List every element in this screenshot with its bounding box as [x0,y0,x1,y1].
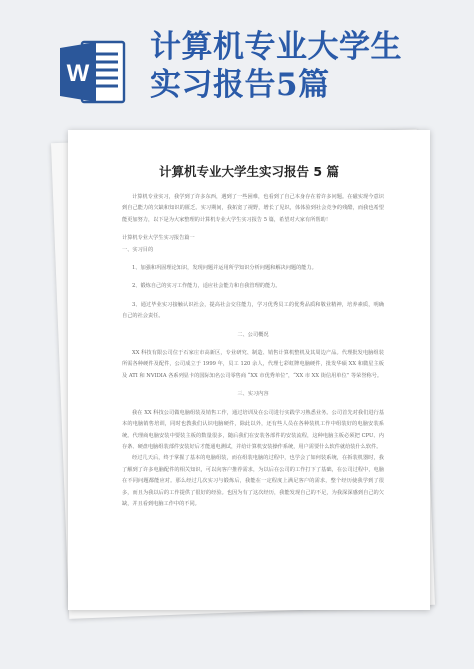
goal-item-1: 1、加强和巩固理论知识，发现问题并运用所学知识分析问题和解决问题的能力。 [132,265,317,272]
page-title [150,28,465,104]
document-title: 计算机专业大学生实习报告 5 篇 [159,164,339,179]
content-paragraph-2: 经过几天后，终于掌握了基本的电脑组装，而在组装电脑的过程中，也学会了如何装系统，在拆装机器时，我了解到了许多电脑配件的相关知识，可以向客户推荐需求，为以后在公司的工作打下了基础，在公司过程中，电脑在不同问题都能应对。那么经过几次实习与锻炼后，我能在一定程度上满足客户的需求，整个经历使我学到了很多，而且为我以后的工作提供了很好的经验。也因为有了这次经历，我能发现自己的不足，为我深深感到自己的欠缺，并且看到电脑工作中的不同。 [122,455,384,507]
word-icon-letter: W [66,60,90,87]
heading-company: 二、公司概况 [237,331,269,338]
header-banner [0,0,474,128]
heading-content: 三、实习内容 [237,391,269,398]
goal-item-2: 2、锻炼自己的实习工作能力，适应社会能力和自我管理的能力。 [132,283,281,290]
goal-item-3: 3、通过毕业实习接触认识社会，提高社会交往能力，学习优秀员工的优秀品质和敬业精神，培养素质，明确自己的社会责任。 [122,301,384,320]
heading-purpose: 一、实习目的 [122,246,154,253]
document-body [122,192,384,510]
section-title: 计算机专业大学生实习报告篇一 [122,235,195,242]
intro-paragraph: 计算机专业实习，我学到了许多东西，遇到了一些困难，也看到了自己本身存在着许多问题。在磁实现今意识到自己能力的欠缺和知识的匮乏。实习期间，我拓宽了视野，增长了见识，体体验到社会竞争的残酷，而我也希望能更加努力，以下是为大家整理的计算机专业大学生实习报告 5 篇，希望对大家有所帮助！ [122,194,384,223]
title-line-2: 实习报告5篇 [150,67,330,103]
company-paragraph: XX 科技有限公司位于石家庄市高新区，专业研究、制造、销售计算机整机及其周边产品。代理批发电脑组装所需各种硬件及配件，公司成立于 1999 年，员工 120 余人，代理七彩虹牌电脑硬件，批发华硕 XX 和微星主板及 ATI 和 NVIDIA 各系列显卡的国际知名公司零售商 “XX 市优秀单位”，“XX 市 XX 街信用单位” 等荣誉称号。 [122,350,384,379]
content-paragraph-1: 我在 XX 科技公司做电脑组装及销售工作，通过培训及在公司进行实践学习熟悉业务。公司首先对我们进行基本的电脑销售培训，同时也教我们认识电脑硬件，除此以外，还有些人员在各种装机工作中组装好的电脑安装系统。代理商电脑安装中要装主板的数量很多，随后我们在安装各部件的安装流程，这种电脑主板必须把 CPU、内存条、硬盘电脑组装部件安装好后才能通电测试，并给计算机安装操作系统，用户需要什么软件就给装什么软件。 [122,409,384,450]
word-document-icon [60,40,126,104]
document-page [68,130,430,610]
title-line-1: 计算机专业大学生 [150,29,402,65]
